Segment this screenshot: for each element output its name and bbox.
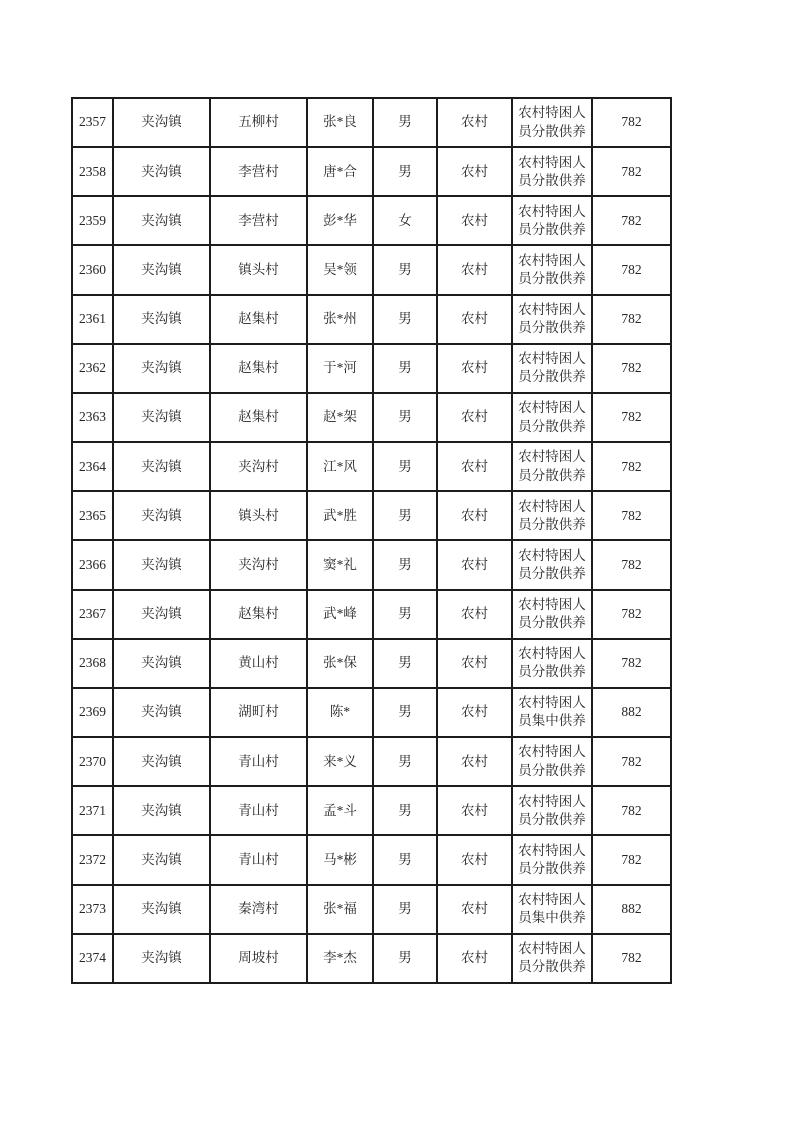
cell-gender: 男 xyxy=(373,540,437,589)
cell-amount: 782 xyxy=(592,540,671,589)
cell-amount: 782 xyxy=(592,295,671,344)
cell-village: 周坡村 xyxy=(210,934,307,983)
cell-seq: 2365 xyxy=(72,491,113,540)
cell-town: 夹沟镇 xyxy=(113,245,210,294)
cell-seq: 2372 xyxy=(72,835,113,884)
cell-name: 江*风 xyxy=(307,442,373,491)
cell-town: 夹沟镇 xyxy=(113,688,210,737)
cell-amount: 782 xyxy=(592,590,671,639)
cell-residence: 农村 xyxy=(437,295,512,344)
table-row xyxy=(72,786,671,835)
table-row xyxy=(72,885,671,934)
cell-gender: 男 xyxy=(373,688,437,737)
cell-seq: 2360 xyxy=(72,245,113,294)
cell-amount: 782 xyxy=(592,934,671,983)
cell-gender: 男 xyxy=(373,147,437,196)
cell-seq: 2373 xyxy=(72,885,113,934)
cell-amount: 782 xyxy=(592,491,671,540)
cell-category: 农村特困人员分散供养 xyxy=(512,196,592,245)
cell-seq: 2374 xyxy=(72,934,113,983)
cell-amount: 782 xyxy=(592,344,671,393)
cell-category: 农村特困人员分散供养 xyxy=(512,786,592,835)
table-row xyxy=(72,540,671,589)
cell-town: 夹沟镇 xyxy=(113,934,210,983)
cell-village: 李营村 xyxy=(210,196,307,245)
cell-town: 夹沟镇 xyxy=(113,442,210,491)
cell-seq: 2363 xyxy=(72,393,113,442)
cell-amount: 782 xyxy=(592,639,671,688)
cell-amount: 782 xyxy=(592,835,671,884)
table-row xyxy=(72,344,671,393)
cell-town: 夹沟镇 xyxy=(113,98,210,147)
cell-category: 农村特困人员集中供养 xyxy=(512,885,592,934)
cell-town: 夹沟镇 xyxy=(113,885,210,934)
cell-town: 夹沟镇 xyxy=(113,540,210,589)
cell-residence: 农村 xyxy=(437,196,512,245)
cell-seq: 2361 xyxy=(72,295,113,344)
cell-village: 李营村 xyxy=(210,147,307,196)
records-table xyxy=(71,97,670,984)
cell-category: 农村特困人员分散供养 xyxy=(512,835,592,884)
cell-town: 夹沟镇 xyxy=(113,196,210,245)
cell-residence: 农村 xyxy=(437,737,512,786)
cell-gender: 男 xyxy=(373,737,437,786)
cell-amount: 882 xyxy=(592,885,671,934)
cell-name: 来*义 xyxy=(307,737,373,786)
cell-seq: 2362 xyxy=(72,344,113,393)
cell-name: 马*彬 xyxy=(307,835,373,884)
cell-seq: 2359 xyxy=(72,196,113,245)
cell-category: 农村特困人员分散供养 xyxy=(512,639,592,688)
cell-category: 农村特困人员分散供养 xyxy=(512,147,592,196)
cell-residence: 农村 xyxy=(437,885,512,934)
cell-name: 张*福 xyxy=(307,885,373,934)
cell-seq: 2371 xyxy=(72,786,113,835)
cell-town: 夹沟镇 xyxy=(113,835,210,884)
cell-gender: 男 xyxy=(373,491,437,540)
cell-name: 武*峰 xyxy=(307,590,373,639)
cell-name: 赵*架 xyxy=(307,393,373,442)
cell-amount: 782 xyxy=(592,196,671,245)
cell-village: 赵集村 xyxy=(210,393,307,442)
cell-town: 夹沟镇 xyxy=(113,786,210,835)
cell-village: 赵集村 xyxy=(210,590,307,639)
table-row xyxy=(72,491,671,540)
cell-seq: 2366 xyxy=(72,540,113,589)
cell-gender: 男 xyxy=(373,835,437,884)
cell-seq: 2357 xyxy=(72,98,113,147)
cell-town: 夹沟镇 xyxy=(113,295,210,344)
cell-village: 青山村 xyxy=(210,737,307,786)
cell-residence: 农村 xyxy=(437,393,512,442)
table-row xyxy=(72,688,671,737)
table-row xyxy=(72,245,671,294)
table-row xyxy=(72,934,671,983)
cell-gender: 男 xyxy=(373,590,437,639)
cell-name: 于*河 xyxy=(307,344,373,393)
cell-seq: 2370 xyxy=(72,737,113,786)
cell-category: 农村特困人员分散供养 xyxy=(512,295,592,344)
cell-amount: 882 xyxy=(592,688,671,737)
cell-seq: 2367 xyxy=(72,590,113,639)
table-row xyxy=(72,639,671,688)
cell-town: 夹沟镇 xyxy=(113,639,210,688)
cell-category: 农村特困人员分散供养 xyxy=(512,737,592,786)
cell-village: 青山村 xyxy=(210,835,307,884)
cell-residence: 农村 xyxy=(437,344,512,393)
cell-town: 夹沟镇 xyxy=(113,590,210,639)
table-row xyxy=(72,147,671,196)
table-row xyxy=(72,196,671,245)
cell-residence: 农村 xyxy=(437,688,512,737)
records-table-body xyxy=(72,98,671,983)
cell-town: 夹沟镇 xyxy=(113,491,210,540)
cell-gender: 男 xyxy=(373,639,437,688)
table-row xyxy=(72,835,671,884)
records-table-grid xyxy=(71,97,672,984)
cell-category: 农村特困人员分散供养 xyxy=(512,98,592,147)
cell-name: 武*胜 xyxy=(307,491,373,540)
cell-amount: 782 xyxy=(592,245,671,294)
cell-amount: 782 xyxy=(592,98,671,147)
cell-village: 镇头村 xyxy=(210,491,307,540)
cell-residence: 农村 xyxy=(437,934,512,983)
cell-name: 窦*礼 xyxy=(307,540,373,589)
cell-residence: 农村 xyxy=(437,491,512,540)
cell-gender: 男 xyxy=(373,245,437,294)
cell-village: 青山村 xyxy=(210,786,307,835)
cell-category: 农村特困人员分散供养 xyxy=(512,934,592,983)
cell-gender: 男 xyxy=(373,393,437,442)
cell-village: 赵集村 xyxy=(210,344,307,393)
cell-village: 湖町村 xyxy=(210,688,307,737)
cell-village: 五柳村 xyxy=(210,98,307,147)
cell-category: 农村特困人员集中供养 xyxy=(512,688,592,737)
cell-seq: 2368 xyxy=(72,639,113,688)
cell-name: 李*杰 xyxy=(307,934,373,983)
cell-name: 陈* xyxy=(307,688,373,737)
cell-residence: 农村 xyxy=(437,590,512,639)
cell-residence: 农村 xyxy=(437,98,512,147)
cell-gender: 男 xyxy=(373,885,437,934)
cell-village: 赵集村 xyxy=(210,295,307,344)
cell-town: 夹沟镇 xyxy=(113,344,210,393)
cell-gender: 男 xyxy=(373,442,437,491)
cell-category: 农村特困人员分散供养 xyxy=(512,491,592,540)
cell-gender: 男 xyxy=(373,786,437,835)
cell-name: 张*良 xyxy=(307,98,373,147)
cell-amount: 782 xyxy=(592,737,671,786)
cell-residence: 农村 xyxy=(437,245,512,294)
cell-amount: 782 xyxy=(592,393,671,442)
cell-amount: 782 xyxy=(592,442,671,491)
cell-category: 农村特困人员分散供养 xyxy=(512,393,592,442)
table-row xyxy=(72,442,671,491)
cell-gender: 男 xyxy=(373,344,437,393)
cell-village: 夹沟村 xyxy=(210,540,307,589)
cell-name: 孟*斗 xyxy=(307,786,373,835)
cell-residence: 农村 xyxy=(437,147,512,196)
cell-seq: 2369 xyxy=(72,688,113,737)
cell-category: 农村特困人员分散供养 xyxy=(512,245,592,294)
cell-name: 吴*领 xyxy=(307,245,373,294)
table-row xyxy=(72,393,671,442)
cell-category: 农村特困人员分散供养 xyxy=(512,590,592,639)
cell-gender: 男 xyxy=(373,98,437,147)
cell-village: 夹沟村 xyxy=(210,442,307,491)
cell-gender: 男 xyxy=(373,934,437,983)
cell-village: 黄山村 xyxy=(210,639,307,688)
cell-category: 农村特困人员分散供养 xyxy=(512,344,592,393)
cell-residence: 农村 xyxy=(437,835,512,884)
cell-name: 彭*华 xyxy=(307,196,373,245)
cell-seq: 2364 xyxy=(72,442,113,491)
cell-village: 秦湾村 xyxy=(210,885,307,934)
cell-name: 唐*合 xyxy=(307,147,373,196)
cell-village: 镇头村 xyxy=(210,245,307,294)
cell-amount: 782 xyxy=(592,147,671,196)
table-row xyxy=(72,737,671,786)
cell-gender: 女 xyxy=(373,196,437,245)
cell-amount: 782 xyxy=(592,786,671,835)
cell-name: 张*保 xyxy=(307,639,373,688)
cell-residence: 农村 xyxy=(437,442,512,491)
cell-category: 农村特困人员分散供养 xyxy=(512,540,592,589)
table-row xyxy=(72,98,671,147)
table-row xyxy=(72,295,671,344)
cell-gender: 男 xyxy=(373,295,437,344)
cell-residence: 农村 xyxy=(437,639,512,688)
cell-town: 夹沟镇 xyxy=(113,147,210,196)
cell-residence: 农村 xyxy=(437,786,512,835)
cell-seq: 2358 xyxy=(72,147,113,196)
table-row xyxy=(72,590,671,639)
cell-category: 农村特困人员分散供养 xyxy=(512,442,592,491)
cell-town: 夹沟镇 xyxy=(113,737,210,786)
cell-name: 张*州 xyxy=(307,295,373,344)
cell-residence: 农村 xyxy=(437,540,512,589)
cell-town: 夹沟镇 xyxy=(113,393,210,442)
